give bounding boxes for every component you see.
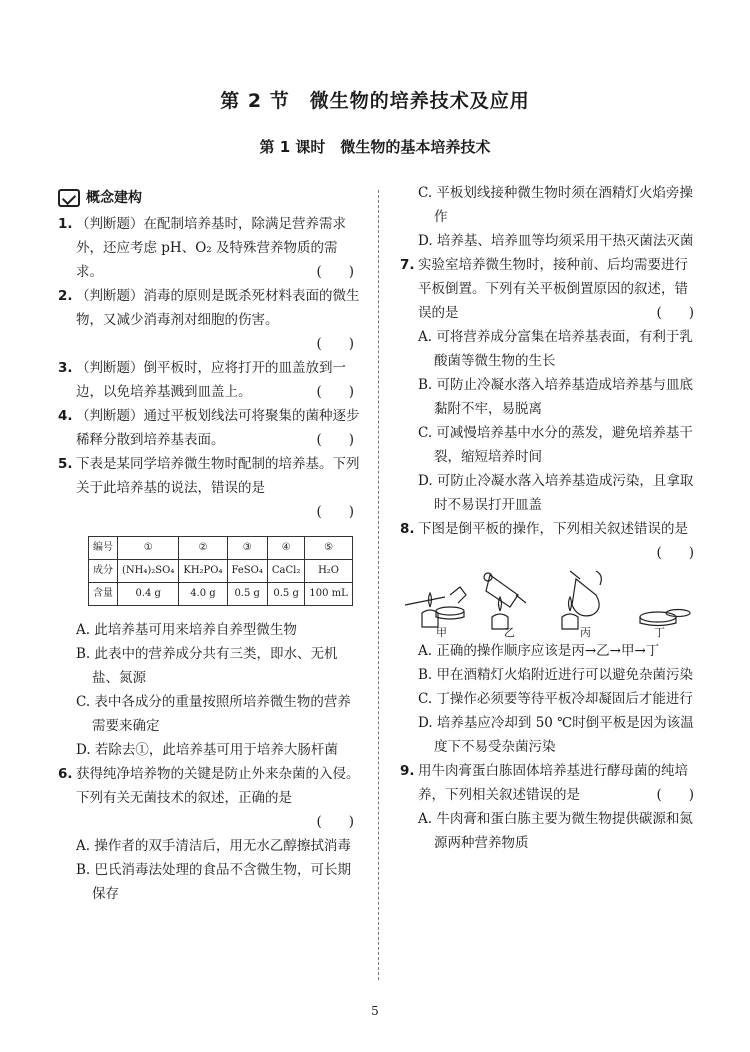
answer-blank[interactable]: ( )	[656, 305, 694, 321]
question-text: （判断题）通过平板划线法可将聚集的菌种逐步稀释分散到培养基表面。	[76, 408, 360, 448]
figure-label-bing: 丙	[580, 626, 591, 639]
question-text: 下表是某同学培养微生物时配制的培养基。下列关于此培养基的说法，错误的是	[76, 456, 360, 496]
answer-blank[interactable]: ( )	[316, 264, 354, 280]
step-ding-drawing	[640, 610, 690, 626]
option-a[interactable]: A. 此培养基可用来培养自养型微生物	[76, 622, 297, 638]
question-text: （判断题）倒平板时，应将打开的皿盖放到一边，以免培养基溅到皿盖上。	[76, 360, 346, 400]
option-a[interactable]: A. 牛肉膏和蛋白胨主要为微生物提供碳源和氮源两种营养物质	[418, 811, 693, 851]
question-number: 4.	[58, 408, 73, 424]
option-c[interactable]: C. 平板划线接种微生物时须在酒精灯火焰旁操作	[418, 185, 693, 225]
page-title: 第 2 节 微生物的培养技术及应用	[220, 90, 530, 112]
answer-blank[interactable]: ( )	[656, 545, 694, 561]
figure-label-jia: 甲	[436, 626, 447, 639]
question-number: 8.	[400, 521, 415, 537]
table-cell: ①	[118, 537, 179, 560]
option-b[interactable]: B. 可防止冷凝水落入培养基造成培养基与皿底黏附不牢，易脱离	[418, 377, 694, 417]
question-number: 7.	[400, 257, 415, 273]
option-d[interactable]: D. 若除去①，此培养基可用于培养大肠杆菌	[76, 742, 338, 758]
question-number: 5.	[58, 456, 73, 472]
option-a[interactable]: A. 操作者的双手清洁后，用无水乙醇擦拭消毒	[76, 838, 351, 854]
answer-blank[interactable]: ( )	[316, 432, 354, 448]
question-5	[58, 452, 360, 524]
table-cell: 0.4 g	[118, 583, 179, 606]
table-cell: KH₂PO₄	[179, 560, 227, 583]
answer-blank[interactable]: ( )	[316, 814, 354, 830]
question-text: （判断题）消毒的原则是既杀死材料表面的微生物，又减少消毒剂对细胞的伤害。	[76, 288, 360, 328]
section-label: 概念建构	[86, 190, 142, 206]
table-cell: (NH₄)₂SO₄	[118, 560, 179, 583]
question-4	[58, 404, 360, 452]
table-cell: H₂O	[305, 560, 352, 583]
option-a[interactable]: A. 可将营养成分富集在培养基表面，有利于乳酸菌等微生物的生长	[418, 329, 693, 369]
question-number: 3.	[58, 360, 73, 376]
table-cell: ③	[227, 537, 267, 560]
question-text: （判断题）在配制培养基时，除满足营养需求外，还应考虑 pH、O₂ 及特殊营养物质的需求。	[76, 216, 346, 280]
table-row	[89, 583, 353, 606]
section-header	[58, 186, 360, 210]
page-number: 5	[371, 1004, 379, 1018]
option-b[interactable]: B. 甲在酒精灯火焰附近进行可以避免杂菌污染	[418, 667, 694, 683]
table-cell: CaCl₂	[267, 560, 304, 583]
question-number: 9.	[400, 763, 415, 779]
option-c[interactable]: C. 表中各成分的重量按照所培养微生物的营养需要来确定	[76, 694, 351, 734]
question-2	[58, 284, 360, 356]
table-cell: 4.0 g	[179, 583, 227, 606]
pour-plate-figure	[400, 547, 700, 639]
option-b[interactable]: B. 此表中的营养成分共有三类，即水、无机盐、氮源	[76, 646, 338, 686]
table-row	[89, 560, 353, 583]
question-text: 下图是倒平板的操作，下列相关叙述错误的是	[418, 521, 688, 537]
option-d[interactable]: D. 可防止冷凝水落入培养基造成污染，且拿取时不易误打开皿盖	[418, 473, 694, 513]
question-7	[400, 253, 700, 325]
question-3	[58, 356, 360, 404]
question-text: 获得纯净培养物的关键是防止外来杂菌的入侵。下列有关无菌技术的叙述，正确的是	[76, 766, 360, 806]
concept-icon	[58, 189, 80, 207]
row-header: 编号	[89, 537, 118, 560]
figure-label-yi: 乙	[504, 626, 515, 639]
lesson-subtitle: 第 1 课时 微生物的基本培养技术	[259, 138, 491, 156]
table-cell: 100 mL	[305, 583, 352, 606]
question-number: 6.	[58, 766, 73, 782]
answer-blank[interactable]: ( )	[656, 787, 694, 803]
question-9	[400, 759, 700, 807]
question-text: 实验室培养微生物时，接种前、后均需要进行平板倒置。下列有关平板倒置原因的叙述，错误的是	[418, 257, 688, 321]
option-c[interactable]: C. 丁操作必须要等待平板冷却凝固后才能进行	[418, 691, 693, 707]
option-b[interactable]: B. 巴氏消毒法处理的食品不含微生物，可长期保存	[76, 862, 352, 902]
question-text: 用牛肉膏蛋白胨固体培养基进行酵母菌的纯培养，下列相关叙述错误的是	[418, 763, 688, 803]
option-a[interactable]: A. 正确的操作顺序应该是丙→乙→甲→丁	[418, 643, 660, 659]
question-number: 1.	[58, 216, 73, 232]
question-number: 2.	[58, 288, 73, 304]
option-d[interactable]: D. 培养基应冷却到 50 ℃时倒平板是因为该温度下不易受杂菌污染	[418, 715, 694, 755]
figure-label-ding: 丁	[654, 626, 665, 639]
question-6	[58, 762, 360, 834]
answer-blank[interactable]: ( )	[316, 384, 354, 400]
table-row	[89, 537, 353, 560]
question-1	[58, 212, 360, 284]
question-8	[400, 517, 700, 561]
table-cell: ②	[179, 537, 227, 560]
answer-blank[interactable]: ( )	[316, 336, 354, 352]
option-d[interactable]: D. 培养基、培养皿等均须采用干热灭菌法灭菌	[418, 233, 694, 249]
row-header: 成分	[89, 560, 118, 583]
table-cell: ④	[267, 537, 304, 560]
table-cell: FeSO₄	[227, 560, 267, 583]
left-column	[58, 186, 360, 906]
right-column	[400, 181, 700, 855]
answer-blank[interactable]: ( )	[316, 504, 354, 520]
row-header: 含量	[89, 583, 118, 606]
medium-recipe-table	[88, 536, 353, 606]
column-divider	[378, 190, 379, 980]
table-cell: 0.5 g	[267, 583, 304, 606]
table-cell: ⑤	[305, 537, 352, 560]
option-c[interactable]: C. 可减慢培养基中水分的蒸发，避免培养基干裂，缩短培养时间	[418, 425, 693, 465]
table-cell: 0.5 g	[227, 583, 267, 606]
